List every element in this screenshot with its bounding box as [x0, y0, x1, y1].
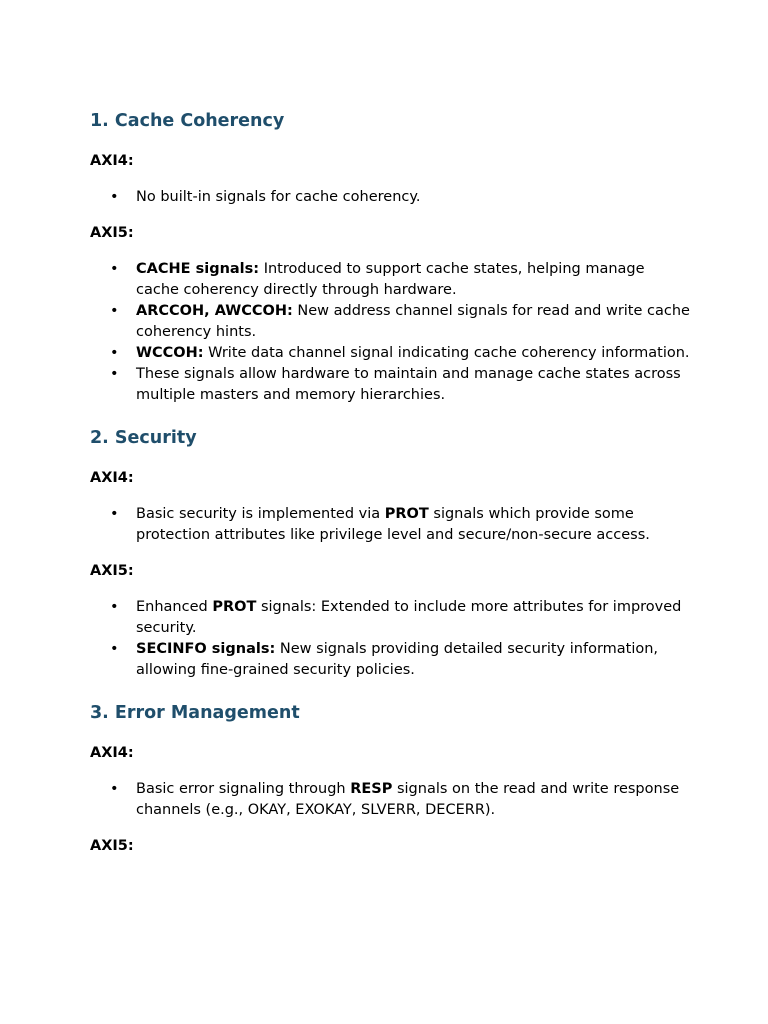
list-item: [90, 187, 690, 208]
item-term: ARCCOH, AWCCOH:: [136, 303, 293, 319]
axi4-label: AXI4:: [90, 470, 134, 486]
item-pre: Enhanced: [136, 599, 213, 615]
axi4-list: [90, 779, 690, 821]
item-text: These signals allow hardware to maintain and manage cache states across multiple masters and memory hierarchies.: [136, 366, 681, 403]
item-pre: Basic security is implemented via: [136, 506, 385, 522]
list-item: [90, 301, 690, 343]
axi4-list: [90, 504, 690, 546]
item-term: RESP: [350, 781, 393, 797]
document-body: [90, 109, 690, 856]
section-heading-cache-coherency: 1. Cache Coherency: [90, 111, 285, 131]
item-term: PROT: [384, 506, 429, 522]
item-text: Write data channel signal indicating cache coherency information.: [203, 345, 690, 361]
list-item: [90, 779, 690, 821]
item-text: New address channel signals for read and write cache coherency hints.: [136, 303, 690, 340]
item-pre: Basic error signaling through: [136, 781, 351, 797]
item-text: No built-in signals for cache coherency.: [136, 189, 421, 205]
list-item: [90, 364, 690, 406]
list-item: [90, 343, 690, 364]
section-heading-error-management: 3. Error Management: [90, 703, 300, 723]
item-term: CACHE signals:: [136, 261, 260, 277]
list-item: [90, 597, 690, 639]
item-text: signals which provide some protection attributes like privilege level and secure/non-secure access.: [136, 506, 650, 543]
axi5-list: [90, 597, 690, 681]
axi5-label: AXI5:: [90, 563, 134, 579]
axi4-label: AXI4:: [90, 153, 134, 169]
item-term: WCCOH:: [136, 345, 204, 361]
list-item: [90, 504, 690, 546]
list-item: [90, 639, 690, 681]
axi4-label: AXI4:: [90, 745, 134, 761]
item-text: signals: Extended to include more attributes for improved security.: [136, 599, 682, 636]
axi4-list: [90, 187, 690, 208]
axi5-label: AXI5:: [90, 225, 134, 241]
item-term: PROT: [212, 599, 257, 615]
axi5-list: [90, 259, 690, 406]
section-heading-security: 2. Security: [90, 428, 197, 448]
axi5-label: AXI5:: [90, 838, 134, 854]
item-text: Introduced to support cache states, helping manage cache coherency directly through hardware.: [136, 261, 645, 298]
list-item: [90, 259, 690, 301]
item-term: SECINFO signals:: [136, 641, 276, 657]
item-text: New signals providing detailed security information, allowing fine-grained security policies.: [136, 641, 659, 678]
item-text: signals on the read and write response channels (e.g., OKAY, EXOKAY, SLVERR, DECERR).: [136, 781, 680, 818]
